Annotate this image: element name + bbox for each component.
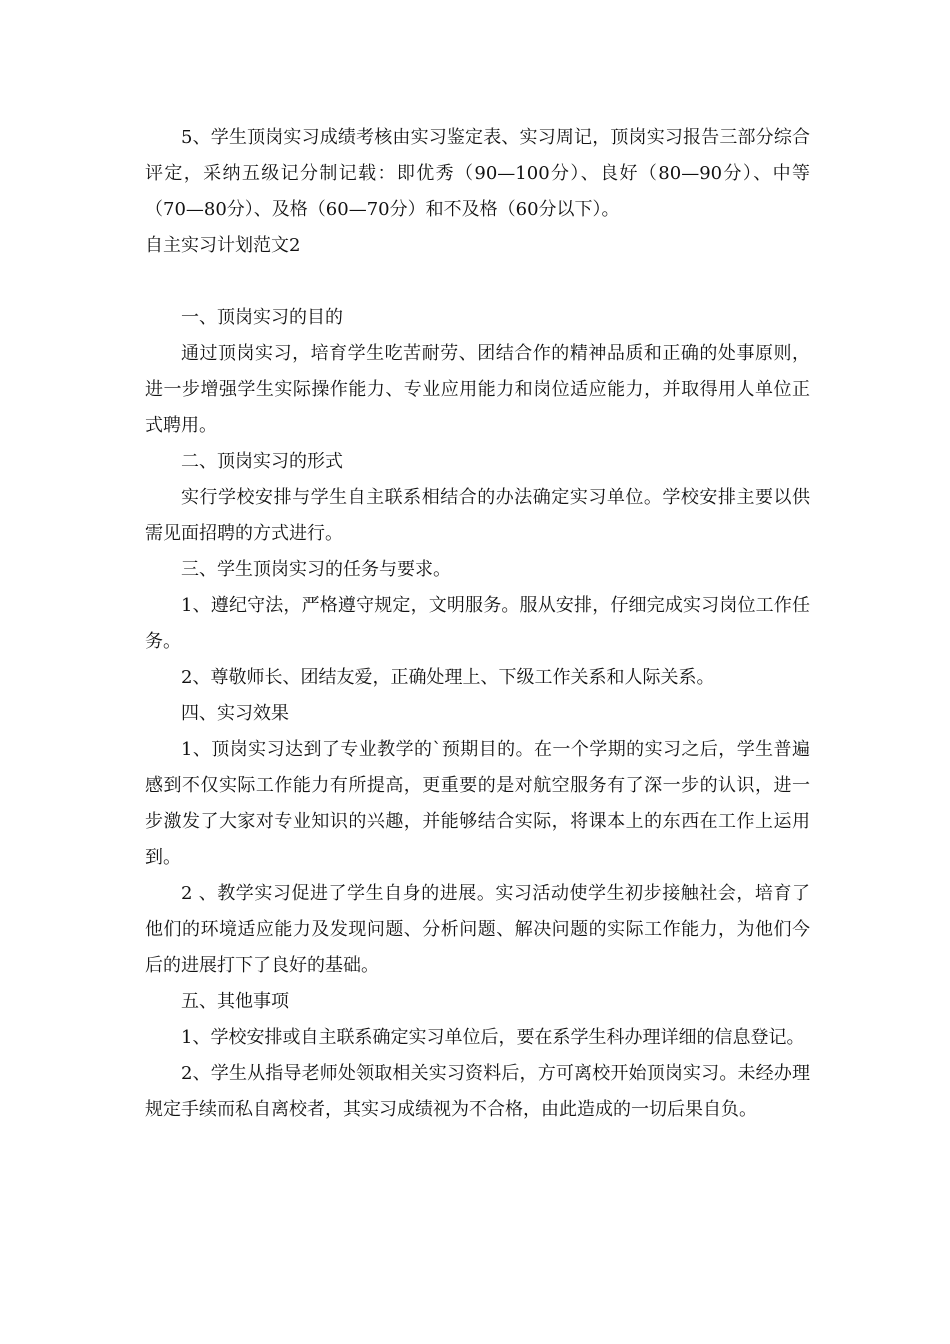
paragraph-effect-1: 1、顶岗实习达到了专业教学的`预期目的。在一个学期的实习之后，学生普遍感到不仅实际工作能力有所提高，更重要的是对航空服务有了深一步的认识，进一步激发了大家对专业知识的兴趣，并能够结合实际，将课本上的东西在工作上运用到。	[145, 739, 810, 868]
heading-effects: 四、实习效果	[181, 703, 289, 724]
section-title: 自主实习计划范文2	[145, 235, 301, 256]
paragraph-task-1: 1、遵纪守法，严格遵守规定，文明服务。服从安排，仔细完成实习岗位工作任务。	[145, 595, 810, 652]
heading-tasks: 三、学生顶岗实习的任务与要求。	[181, 559, 451, 580]
intro-paragraph: 5、学生顶岗实习成绩考核由实习鉴定表、实习周记，顶岗实习报告三部分综合评定，采纳五级记分制记载：即优秀（90—100分）、良好（80—90分）、中等（70—80分）、及格（60—70分）和不及格（60分以下）。	[145, 127, 810, 220]
heading-other: 五、其他事项	[181, 991, 289, 1012]
document-body	[145, 120, 810, 1128]
heading-form: 二、顶岗实习的形式	[181, 451, 343, 472]
paragraph-form: 实行学校安排与学生自主联系相结合的办法确定实习单位。学校安排主要以供需见面招聘的方式进行。	[145, 487, 810, 544]
paragraph-effect-2: 2 、教学实习促进了学生自身的进展。实习活动使学生初步接触社会，培育了他们的环境适应能力及发现问题、分析问题、解决问题的实际工作能力，为他们今后的进展打下了良好的基础。	[145, 883, 810, 976]
paragraph-other-1: 1、学校安排或自主联系确定实习单位后，要在系学生科办理详细的信息登记。	[181, 1027, 805, 1048]
blank-line	[145, 264, 810, 300]
paragraph-task-2: 2、尊敬师长、团结友爱，正确处理上、下级工作关系和人际关系。	[181, 667, 715, 688]
paragraph-purpose: 通过顶岗实习，培育学生吃苦耐劳、团结合作的精神品质和正确的处事原则，进一步增强学生实际操作能力、专业应用能力和岗位适应能力，并取得用人单位正式聘用。	[145, 343, 810, 436]
paragraph-other-2: 2、学生从指导老师处领取相关实习资料后，方可离校开始顶岗实习。未经办理规定手续而私自离校者，其实习成绩视为不合格，由此造成的一切后果自负。	[145, 1063, 810, 1120]
heading-purpose: 一、顶岗实习的目的	[181, 307, 343, 328]
